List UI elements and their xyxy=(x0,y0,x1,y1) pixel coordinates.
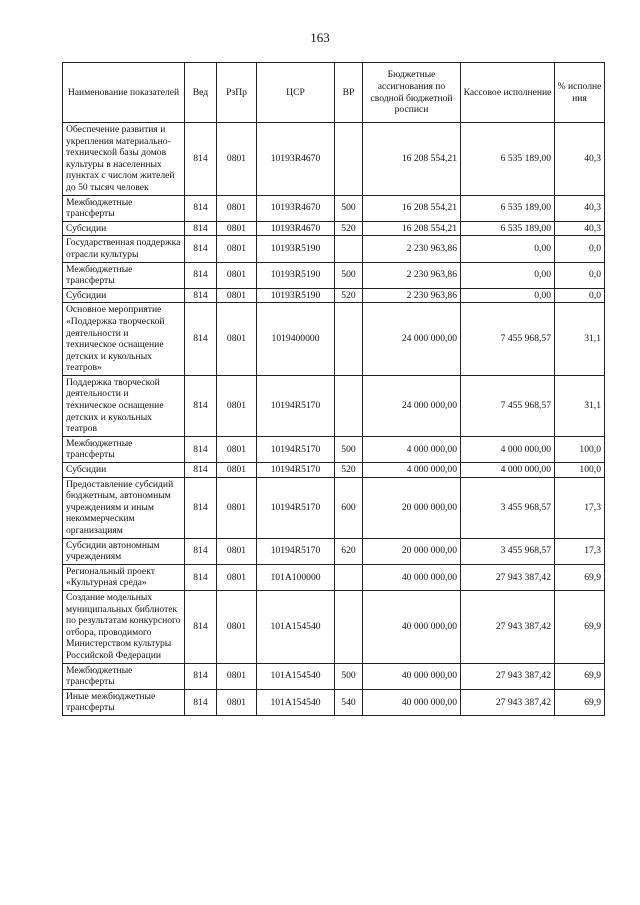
cell-name: Предоставление субсидий бюджетным, автономным учреждениям и иным некоммерческим организациям xyxy=(63,477,185,538)
cell-vr: 500 xyxy=(335,195,363,221)
header-name: Наименование показателей xyxy=(63,63,185,123)
cell-percent: 100,0 xyxy=(555,436,605,462)
table-row xyxy=(63,477,605,538)
cell-budget: 40 000 000,00 xyxy=(363,564,461,590)
header-rzpr: РзПр xyxy=(217,63,257,123)
cell-csr: 10193R5190 xyxy=(257,262,335,288)
table-row xyxy=(63,288,605,303)
page-number: 163 xyxy=(310,30,330,45)
cell-rzpr: 0801 xyxy=(217,303,257,376)
cell-cash: 27 943 387,42 xyxy=(461,564,555,590)
cell-percent: 31,1 xyxy=(555,303,605,376)
cell-vr xyxy=(335,590,363,663)
cell-ved: 814 xyxy=(185,303,217,376)
table-row xyxy=(63,123,605,196)
cell-cash: 3 455 968,57 xyxy=(461,477,555,538)
cell-ved: 814 xyxy=(185,236,217,262)
cell-percent: 17,3 xyxy=(555,538,605,564)
cell-rzpr: 0801 xyxy=(217,663,257,689)
cell-ved: 814 xyxy=(185,590,217,663)
cell-ved: 814 xyxy=(185,221,217,236)
cell-vr xyxy=(335,564,363,590)
cell-percent: 69,9 xyxy=(555,590,605,663)
cell-percent: 100,0 xyxy=(555,463,605,478)
cell-name: Региональный проект «Культурная среда» xyxy=(63,564,185,590)
cell-name: Государственная поддержка отрасли культуры xyxy=(63,236,185,262)
cell-rzpr: 0801 xyxy=(217,221,257,236)
cell-cash: 7 455 968,57 xyxy=(461,303,555,376)
cell-cash: 6 535 189,00 xyxy=(461,195,555,221)
table-row xyxy=(63,663,605,689)
cell-budget: 4 000 000,00 xyxy=(363,436,461,462)
cell-csr: 10193R4670 xyxy=(257,221,335,236)
cell-percent: 40,3 xyxy=(555,123,605,196)
cell-vr: 520 xyxy=(335,288,363,303)
cell-vr xyxy=(335,236,363,262)
cell-cash: 4 000 000,00 xyxy=(461,436,555,462)
cell-percent: 40,3 xyxy=(555,195,605,221)
cell-csr: 10194R5170 xyxy=(257,477,335,538)
cell-name: Поддержка творческой деятельности и техническое оснащение детских и кукольных театров xyxy=(63,375,185,436)
cell-rzpr: 0801 xyxy=(217,195,257,221)
cell-rzpr: 0801 xyxy=(217,689,257,715)
cell-percent: 69,9 xyxy=(555,663,605,689)
cell-budget: 40 000 000,00 xyxy=(363,663,461,689)
table-row xyxy=(63,436,605,462)
cell-ved: 814 xyxy=(185,195,217,221)
cell-csr: 10194R5170 xyxy=(257,463,335,478)
table-row xyxy=(63,590,605,663)
cell-name: Межбюджетные трансферты xyxy=(63,663,185,689)
cell-budget: 20 000 000,00 xyxy=(363,538,461,564)
cell-csr: 10193R5190 xyxy=(257,236,335,262)
cell-cash: 0,00 xyxy=(461,288,555,303)
cell-cash: 4 000 000,00 xyxy=(461,463,555,478)
cell-budget: 16 208 554,21 xyxy=(363,221,461,236)
cell-rzpr: 0801 xyxy=(217,436,257,462)
cell-vr: 520 xyxy=(335,463,363,478)
table-row xyxy=(63,262,605,288)
cell-vr: 600 xyxy=(335,477,363,538)
cell-vr: 500 xyxy=(335,436,363,462)
table-row xyxy=(63,564,605,590)
cell-rzpr: 0801 xyxy=(217,564,257,590)
cell-ved: 814 xyxy=(185,663,217,689)
cell-ved: 814 xyxy=(185,689,217,715)
cell-csr: 10194R5170 xyxy=(257,375,335,436)
cell-ved: 814 xyxy=(185,262,217,288)
cell-cash: 27 943 387,42 xyxy=(461,590,555,663)
cell-percent: 40,3 xyxy=(555,221,605,236)
cell-percent: 0,0 xyxy=(555,288,605,303)
cell-ved: 814 xyxy=(185,375,217,436)
cell-vr: 520 xyxy=(335,221,363,236)
table-row xyxy=(63,303,605,376)
header-vr: ВР xyxy=(335,63,363,123)
cell-name: Межбюджетные трансферты xyxy=(63,436,185,462)
cell-percent: 31,1 xyxy=(555,375,605,436)
cell-vr xyxy=(335,123,363,196)
cell-cash: 0,00 xyxy=(461,262,555,288)
cell-name: Субсидии xyxy=(63,221,185,236)
cell-csr: 1019400000 xyxy=(257,303,335,376)
cell-percent: 0,0 xyxy=(555,262,605,288)
cell-vr xyxy=(335,303,363,376)
cell-name: Создание модельных муниципальных библиотек по результатам конкурсного отбора, проводимого Министерством культуры Российской Федерации xyxy=(63,590,185,663)
cell-name: Субсидии xyxy=(63,288,185,303)
cell-budget: 40 000 000,00 xyxy=(363,689,461,715)
cell-budget: 24 000 000,00 xyxy=(363,303,461,376)
cell-cash: 6 535 189,00 xyxy=(461,123,555,196)
cell-csr: 10194R5170 xyxy=(257,436,335,462)
cell-cash: 7 455 968,57 xyxy=(461,375,555,436)
cell-cash: 3 455 968,57 xyxy=(461,538,555,564)
cell-vr: 500 xyxy=(335,663,363,689)
cell-percent: 69,9 xyxy=(555,564,605,590)
cell-rzpr: 0801 xyxy=(217,262,257,288)
cell-budget: 2 230 963,86 xyxy=(363,288,461,303)
cell-cash: 0,00 xyxy=(461,236,555,262)
cell-csr: 101A154540 xyxy=(257,689,335,715)
header-budget: Бюджетные ассигнования по сводной бюджетной росписи xyxy=(363,63,461,123)
cell-name: Основное мероприятие «Поддержка творческой деятельности и техническое оснащение детских и кукольных театров» xyxy=(63,303,185,376)
cell-budget: 16 208 554,21 xyxy=(363,195,461,221)
cell-rzpr: 0801 xyxy=(217,477,257,538)
cell-rzpr: 0801 xyxy=(217,538,257,564)
cell-rzpr: 0801 xyxy=(217,123,257,196)
cell-percent: 0,0 xyxy=(555,236,605,262)
header-ved: Вед xyxy=(185,63,217,123)
header-csr: ЦСР xyxy=(257,63,335,123)
table-row xyxy=(63,538,605,564)
cell-budget: 24 000 000,00 xyxy=(363,375,461,436)
cell-name: Иные межбюджетные трансферты xyxy=(63,689,185,715)
cell-csr: 10193R4670 xyxy=(257,195,335,221)
cell-csr: 101A100000 xyxy=(257,564,335,590)
cell-budget: 40 000 000,00 xyxy=(363,590,461,663)
table-header-row xyxy=(63,63,605,123)
cell-vr: 500 xyxy=(335,262,363,288)
cell-name: Межбюджетные трансферты xyxy=(63,195,185,221)
cell-csr: 101A154540 xyxy=(257,663,335,689)
cell-cash: 6 535 189,00 xyxy=(461,221,555,236)
cell-csr: 10194R5170 xyxy=(257,538,335,564)
table-row xyxy=(63,463,605,478)
header-percent: % исполне ния xyxy=(555,63,605,123)
cell-percent: 17,3 xyxy=(555,477,605,538)
cell-rzpr: 0801 xyxy=(217,288,257,303)
cell-ved: 814 xyxy=(185,123,217,196)
table-row xyxy=(63,236,605,262)
cell-name: Субсидии автономным учреждениям xyxy=(63,538,185,564)
cell-rzpr: 0801 xyxy=(217,463,257,478)
table-body xyxy=(63,123,605,716)
header-cash: Кассовое исполнение xyxy=(461,63,555,123)
table-row xyxy=(63,195,605,221)
cell-budget: 16 208 554,21 xyxy=(363,123,461,196)
cell-ved: 814 xyxy=(185,288,217,303)
cell-name: Межбюджетные трансферты xyxy=(63,262,185,288)
cell-rzpr: 0801 xyxy=(217,375,257,436)
cell-ved: 814 xyxy=(185,538,217,564)
cell-budget: 2 230 963,86 xyxy=(363,236,461,262)
cell-budget: 4 000 000,00 xyxy=(363,463,461,478)
cell-ved: 814 xyxy=(185,564,217,590)
cell-percent: 69,9 xyxy=(555,689,605,715)
cell-csr: 10193R5190 xyxy=(257,288,335,303)
cell-rzpr: 0801 xyxy=(217,590,257,663)
cell-csr: 101A154540 xyxy=(257,590,335,663)
cell-ved: 814 xyxy=(185,436,217,462)
cell-vr: 620 xyxy=(335,538,363,564)
cell-budget: 2 230 963,86 xyxy=(363,262,461,288)
cell-ved: 814 xyxy=(185,463,217,478)
cell-cash: 27 943 387,42 xyxy=(461,689,555,715)
cell-cash: 27 943 387,42 xyxy=(461,663,555,689)
table-row xyxy=(63,375,605,436)
cell-name: Обеспечение развития и укрепления материально-технической базы домов культуры в населенных пунктах с числом жителей до 50 тысяч человек xyxy=(63,123,185,196)
table-row xyxy=(63,221,605,236)
cell-csr: 10193R4670 xyxy=(257,123,335,196)
cell-budget: 20 000 000,00 xyxy=(363,477,461,538)
table-row xyxy=(63,689,605,715)
cell-ved: 814 xyxy=(185,477,217,538)
budget-execution-table xyxy=(62,62,605,716)
cell-name: Субсидии xyxy=(63,463,185,478)
cell-vr xyxy=(335,375,363,436)
cell-vr: 540 xyxy=(335,689,363,715)
cell-rzpr: 0801 xyxy=(217,236,257,262)
